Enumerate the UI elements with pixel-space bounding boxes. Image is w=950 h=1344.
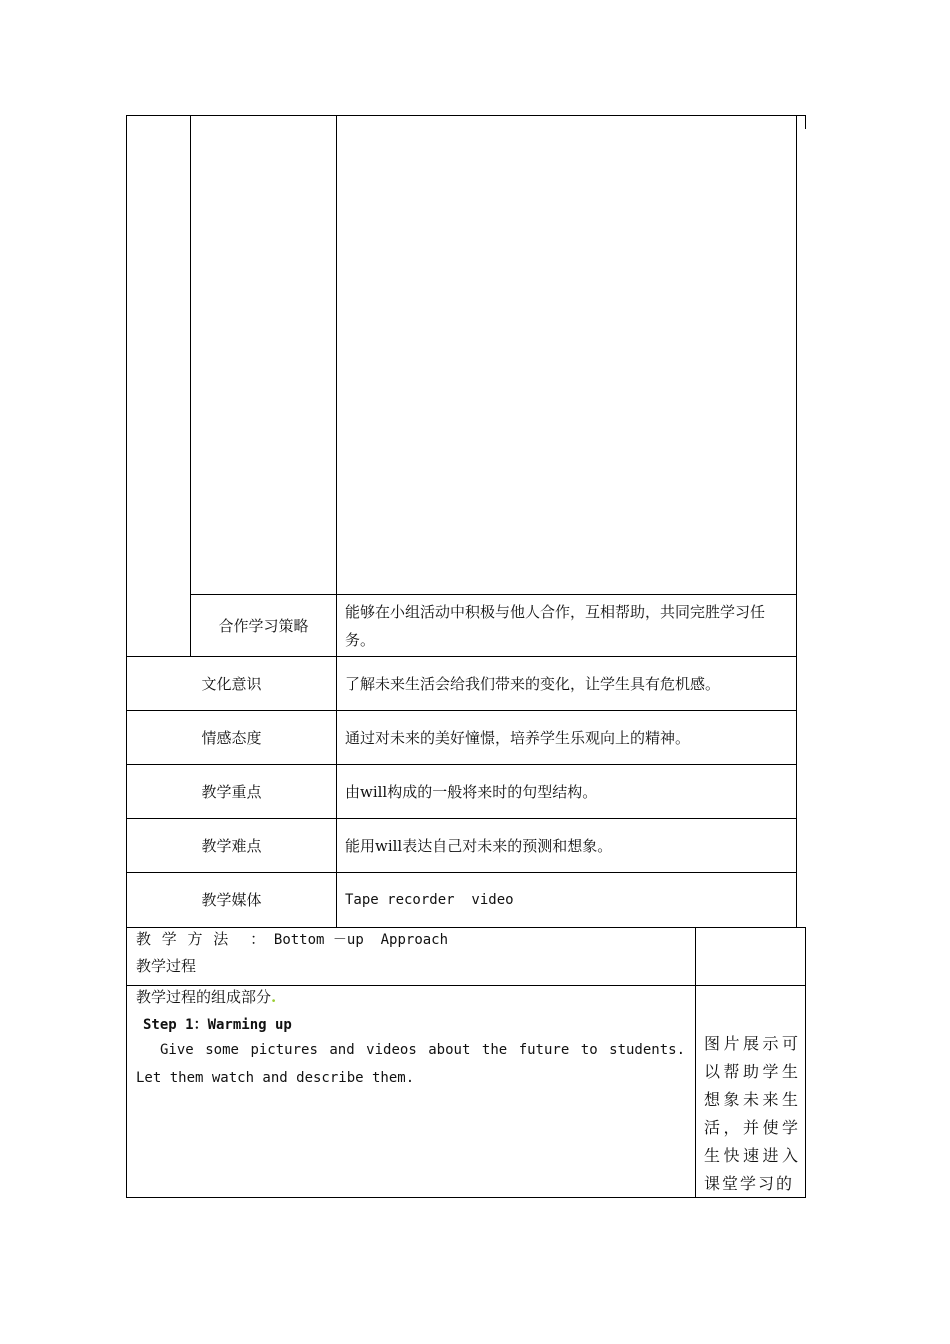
key-point-value: 由will构成的一般将来时的句型结构。 [345,782,598,801]
table-right-border [796,115,797,927]
process-components-label [136,986,276,1007]
teaching-process-title: 教学过程 [136,957,197,975]
method-colon: ： [250,930,266,948]
page-edge-mark [805,115,806,129]
side-note: 图片展示可以帮助学生想象未来生活，并使学生快速进入课堂学习的 [704,1034,800,1193]
lower-table-right-border [805,927,806,1198]
components-dot: . [271,988,277,1006]
inner-divider-col2 [336,115,337,927]
culture-awareness-label: 文化意识 [201,675,262,693]
table-top-border [126,115,806,116]
attitude-value: 通过对未来的美好憧憬，培养学生乐观向上的精神。 [345,728,691,747]
step1-title: Step 1：Warming up [143,1017,292,1033]
key-point-label: 教学重点 [201,783,262,801]
lower-inner-divider [695,927,696,1198]
difficulty-label: 教学难点 [201,837,262,855]
method-label: 教 学 方 法 [136,930,232,948]
method-value: Bottom －up Approach [273,932,449,948]
step1-line2: Let them watch and describe them. [136,1070,415,1086]
media-label: 教学媒体 [201,891,262,909]
attitude-label: 情感态度 [201,729,262,747]
components-label: 教学过程的组成部分 [136,988,272,1006]
inner-divider-col1 [190,115,191,656]
teaching-method-label [136,928,448,949]
lower-table-left-border [126,927,127,1198]
culture-awareness-value: 了解未来生活会给我们带来的变化，让学生具有危机感。 [345,674,721,693]
step1-line1: Give some pictures and videos about the future to students. [160,1042,685,1058]
coop-strategy-text: 能够在小组活动中积极与他人合作，互相帮助，共同完胜学习任务。 [345,602,766,649]
difficulty-value: 能用will表达自己对未来的预测和想象。 [345,836,613,855]
media-value: Tape recorder video [345,891,514,908]
coop-strategy-label: 合作学习策略 [218,617,309,635]
